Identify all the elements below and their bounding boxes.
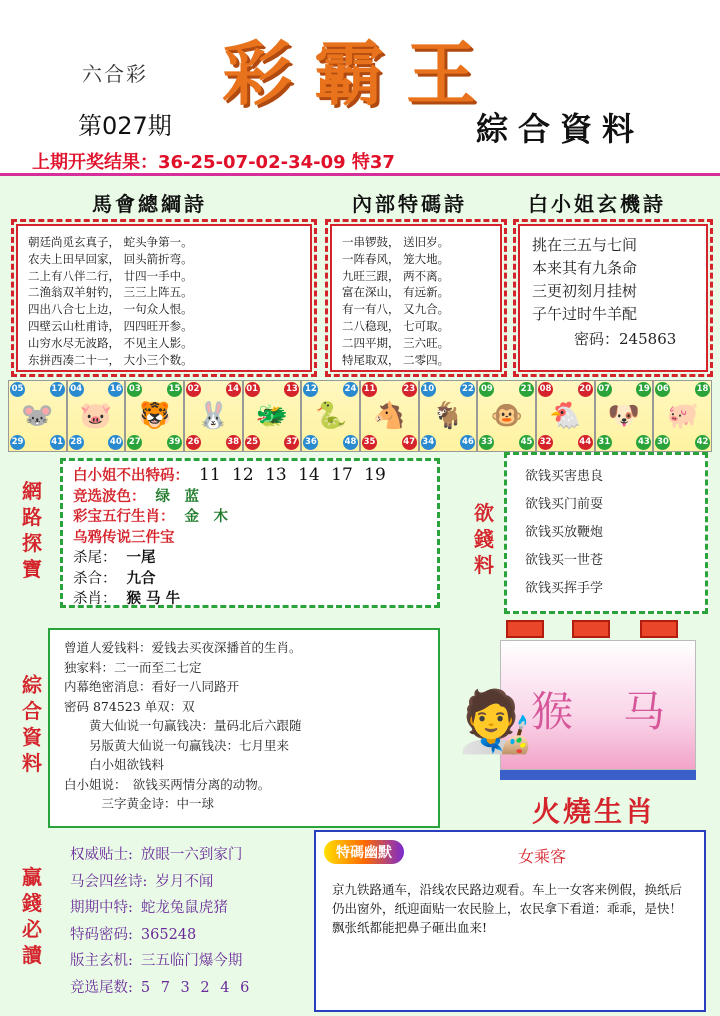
- header-divider: [0, 173, 720, 176]
- brand-title: 彩霸王: [222, 32, 498, 115]
- mustread-label: 马会四丝诗:: [70, 873, 148, 890]
- poem-line: 东拼西凑二十一， 大小三个数。: [28, 352, 193, 367]
- poem-line: 挑在三五与七间: [532, 236, 638, 254]
- zodiac-cell: [243, 380, 302, 452]
- poem-line: 本来其有九条命: [532, 259, 638, 277]
- treasure-side-label: 網路探寶: [22, 479, 42, 581]
- mustread-row: [70, 842, 310, 869]
- composite-line: 黄大仙说一句赢钱决：量码北后六跟随: [64, 718, 302, 733]
- composite-line: 白小姐说： 欲钱买两情分离的动物。: [64, 776, 271, 792]
- mustread-row: [70, 895, 310, 922]
- zodiac-number: 39: [167, 435, 182, 450]
- mustread-label: 权威贴士:: [70, 847, 133, 863]
- zodiac-number: 44: [578, 435, 593, 450]
- zodiac-number: 22: [460, 382, 475, 397]
- zodiac-number: 03: [127, 382, 142, 397]
- poem-left-lines: [28, 234, 300, 368]
- zodiac-cell: [8, 380, 67, 452]
- humor-title: 女乘客: [518, 847, 567, 866]
- zodiac-number: 25: [245, 435, 260, 450]
- treasure-label: 彩宝五行生肖：: [73, 508, 175, 525]
- zodiac-number: 42: [695, 435, 710, 450]
- poem-middle-box: [330, 224, 502, 372]
- composite-line: 密码 874523 单双：双: [64, 698, 195, 714]
- money-line: 欲钱买门前耍: [525, 497, 604, 512]
- mustread-value: 岁月不闻: [155, 873, 214, 890]
- treasure-row: [73, 548, 427, 569]
- zodiac-number: 48: [343, 435, 358, 450]
- treasure-row: [73, 589, 427, 610]
- zodiac-number: 34: [421, 435, 436, 450]
- pig-icon: 🐷: [79, 401, 113, 431]
- zodiac-number: 46: [460, 435, 475, 450]
- composite-line: 白小姐欲钱料: [64, 757, 165, 772]
- zodiac-number: 05: [10, 382, 25, 397]
- poem-line: 四壁云山杜甫诗， 四四旺开参。: [28, 318, 193, 333]
- poem-middle-lines: [342, 234, 490, 368]
- treasure-row: [73, 487, 427, 508]
- treasure-value: 一尾: [126, 549, 156, 566]
- mustread-row: [70, 869, 310, 896]
- money-line: 欲钱买害患良: [525, 469, 604, 484]
- dog-icon: 🐶: [607, 401, 641, 431]
- treasure-label: 竞选波色：: [73, 487, 146, 505]
- last-result: 上期开奖结果：36-25-07-02-34-09 特37: [32, 152, 395, 173]
- poem-line: 特尾取双， 二零四。: [342, 352, 450, 367]
- mustread-list: [70, 842, 310, 1002]
- zodiac-number: 31: [597, 435, 612, 450]
- mustread-value: 三五临门爆今期: [140, 953, 243, 969]
- zodiac-row: [8, 380, 712, 452]
- code-value: 245863: [619, 330, 677, 348]
- poem-left-title: 馬會總綱詩: [92, 192, 207, 216]
- zodiac-number: 32: [538, 435, 553, 450]
- poem-right-code: [532, 328, 694, 349]
- fire-rail: [500, 620, 696, 640]
- zodiac-number: 17: [50, 382, 65, 397]
- tiger-icon: 🐯: [138, 401, 171, 431]
- rooster-icon: 🐔: [549, 401, 582, 431]
- zodiac-number: 04: [69, 382, 84, 397]
- poem-line: 子午过时牛羊配: [532, 305, 638, 323]
- composite-box: [48, 628, 440, 828]
- zodiac-cell: [360, 380, 419, 452]
- poem-line: 二八稳现， 七可取。: [342, 318, 450, 333]
- mustread-value: 5 7 3 2 4 6: [140, 979, 250, 996]
- treasure-label: 杀肖：: [73, 591, 117, 607]
- poem-line: 富在深山， 有远新。: [342, 285, 450, 300]
- zodiac-cell: [419, 380, 478, 452]
- money-lines: [525, 463, 687, 603]
- composite-side-label: 綜合資料: [22, 673, 42, 775]
- zodiac-number: 26: [186, 435, 201, 450]
- mustread-label: 期期中特:: [70, 900, 133, 916]
- zodiac-number: 23: [402, 382, 417, 397]
- poem-line: 二渔翁双羊射钓， 三三上阵五。: [28, 285, 193, 300]
- mustread-value: 蛇龙兔鼠虎猪: [140, 900, 228, 916]
- treasure-row: [73, 569, 427, 590]
- zodiac-number: 13: [284, 382, 299, 397]
- zodiac-number: 02: [186, 382, 201, 397]
- mustread-side-label: 贏錢必讀: [22, 865, 42, 967]
- zodiac-number: 20: [578, 382, 593, 397]
- zodiac-number: 33: [479, 435, 494, 450]
- treasure-label: 乌鸦传说三件宝: [73, 528, 175, 546]
- zodiac-cell: [67, 380, 126, 452]
- mustread-value: 365248: [140, 926, 197, 943]
- poem-right-box: [518, 224, 708, 372]
- poem-middle-title: 內部特碼詩: [352, 192, 467, 216]
- issue-number: 第027期: [78, 112, 172, 140]
- zodiac-number: 37: [284, 435, 299, 450]
- mustread-row: [70, 922, 310, 949]
- zodiac-cell: [477, 380, 536, 452]
- zodiac-number: 35: [362, 435, 377, 450]
- humor-badge: 特碼幽默: [324, 840, 404, 864]
- zodiac-number: 30: [655, 435, 670, 450]
- treasure-value: 11 12 13 14 17 19: [199, 465, 386, 485]
- mustread-value: 放眼一六到家门: [140, 847, 243, 863]
- treasure-label: 杀合：: [73, 570, 117, 587]
- poem-line: 朝廷尚觅玄真子， 蛇头争第一。: [28, 235, 193, 249]
- fire-base: [500, 770, 696, 780]
- rat-icon: 🐭: [21, 401, 54, 431]
- poem-line: 有一有八， 又九合。: [342, 302, 450, 317]
- composite-lines: [64, 638, 424, 814]
- monkey-icon: 🐵: [490, 401, 523, 431]
- subtitle: 綜合資料: [476, 110, 645, 148]
- treasure-row: [73, 465, 427, 487]
- poem-line: 四出八合七上边， 一句众人恨。: [28, 302, 193, 317]
- zodiac-cell: [301, 380, 360, 452]
- mustread-label: 特码密码:: [70, 926, 133, 943]
- fire-caption: 火燒生肖: [532, 795, 657, 828]
- poem-line: 九旺三跟， 两不离。: [342, 268, 450, 283]
- poem-line: 二上有八伴二行， 廿四一手中。: [28, 268, 193, 283]
- zodiac-number: 24: [343, 382, 358, 397]
- mustread-label: 版主玄机:: [70, 953, 133, 969]
- mustread-label: 竞选尾数:: [70, 979, 133, 996]
- zodiac-number: 15: [167, 382, 182, 397]
- pig2-icon: 🐖: [666, 401, 699, 431]
- zodiac-number: 40: [108, 435, 123, 450]
- zodiac-cell: [536, 380, 595, 452]
- poem-line: 山穷水尽无波路， 不见主人影。: [28, 335, 193, 350]
- poem-right-lines: [532, 234, 694, 326]
- zodiac-cell: [184, 380, 243, 452]
- composite-line: 三字黄金诗：中一球: [64, 796, 215, 811]
- zodiac-number: 47: [402, 435, 417, 450]
- zodiac-number: 06: [655, 382, 670, 397]
- zodiac-cell: [653, 380, 712, 452]
- goat-icon: 🐐: [431, 401, 465, 431]
- zodiac-number: 36: [303, 435, 318, 450]
- poem-line: 一阵春风， 笼大地。: [342, 251, 450, 266]
- fire-highlight: 猴 马: [531, 687, 670, 736]
- poem-left-box: [16, 224, 312, 372]
- money-line: 欲钱买一世苍: [525, 553, 604, 568]
- zodiac-number: 41: [50, 435, 65, 450]
- zodiac-cell: [595, 380, 654, 452]
- zodiac-number: 38: [226, 435, 241, 450]
- zodiac-number: 21: [519, 382, 534, 397]
- poem-right-title: 白小姐玄機詩: [528, 192, 666, 216]
- poem-line: 二四平期， 三六旺。: [342, 335, 450, 350]
- rabbit-icon: 🐰: [197, 401, 230, 431]
- zodiac-number: 10: [421, 382, 436, 397]
- mustread-rows: [70, 842, 310, 1001]
- zodiac-number: 43: [636, 435, 651, 450]
- poem-line: 一串锣鼓， 送旧岁。: [342, 235, 450, 249]
- snake-icon: 🐍: [314, 401, 347, 431]
- composite-line: 另版黄大仙说一句赢钱决：七月里来: [64, 737, 290, 753]
- zodiac-number: 11: [362, 382, 377, 397]
- zodiac-number: 12: [303, 382, 318, 397]
- treasure-value: 九合: [126, 569, 156, 587]
- poem-line: 农夫上田早回家， 回头箭折弯。: [28, 251, 193, 266]
- composite-line: 曾道人爱钱料：爱钱去买夜深播首的生肖。: [64, 640, 302, 655]
- money-line: 欲钱买挥手学: [525, 581, 604, 596]
- treasure-box: [60, 458, 440, 608]
- treasure-row: [73, 507, 427, 528]
- zodiac-number: 09: [479, 382, 494, 397]
- zodiac-number: 27: [127, 435, 142, 450]
- mustread-row: [70, 948, 310, 975]
- zodiac-number: 29: [10, 435, 25, 450]
- money-side-label: 欲錢料: [474, 501, 494, 577]
- header: [0, 0, 720, 176]
- humor-box: [314, 830, 706, 1012]
- treasure-value: 猴 马 牛: [126, 590, 181, 607]
- treasure-rows: [73, 465, 427, 610]
- treasure-label: 杀尾：: [73, 550, 117, 566]
- horse-icon: 🐴: [373, 401, 406, 431]
- zodiac-number: 19: [636, 382, 651, 397]
- zodiac-number: 18: [695, 382, 710, 397]
- composite-line: 内幕绝密消息：看好一八同路开: [64, 679, 240, 694]
- zodiac-number: 28: [69, 435, 84, 450]
- zodiac-number: 08: [538, 382, 553, 397]
- composite-line: 独家料：二一而至二七定: [64, 659, 202, 675]
- money-line: 欲钱买放鞭炮: [525, 525, 604, 540]
- zodiac-number: 45: [519, 435, 534, 450]
- treasure-value: 绿 蓝: [155, 487, 199, 505]
- zodiac-cell: [125, 380, 184, 452]
- treasure-value: 金 木: [184, 508, 228, 525]
- painter-icon: 🧑‍🎨: [458, 687, 533, 757]
- humor-body: 京九铁路通车，沿线农民路边观看。车上一女客来例假，换纸后仍出窗外，纸迎面贴一农民脸上，农民拿下看道：乖乖，是快！飘张纸都能把鼻子砸出血来!: [332, 882, 683, 935]
- treasure-label: 白小姐不出特码：: [73, 467, 189, 484]
- mustread-row: [70, 975, 310, 1002]
- brand-small: 六合彩: [82, 62, 148, 86]
- code-label: 密码：: [574, 330, 620, 348]
- poem-line: 三更初刻月挂树: [532, 282, 638, 300]
- zodiac-number: 01: [245, 382, 260, 397]
- dragon-icon: 🐲: [255, 401, 289, 431]
- zodiac-number: 07: [597, 382, 612, 397]
- zodiac-number: 16: [108, 382, 123, 397]
- treasure-row: [73, 528, 427, 549]
- zodiac-number: 14: [226, 382, 241, 397]
- money-box: [504, 452, 708, 614]
